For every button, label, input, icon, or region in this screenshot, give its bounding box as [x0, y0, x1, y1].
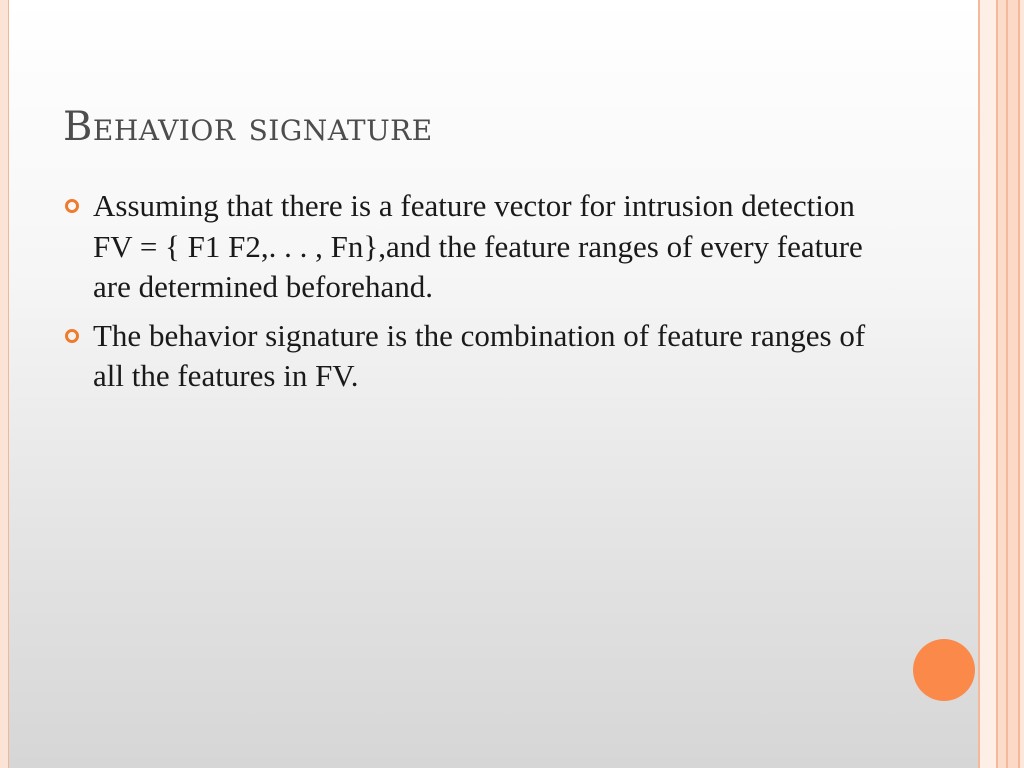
right-decorative-stripes	[978, 0, 1024, 768]
stripe-band	[998, 0, 1006, 768]
decorative-circle-icon	[913, 639, 975, 701]
bullet-text: The behavior signature is the combination of feature ranges of all the features in FV.	[93, 317, 866, 393]
stripe-band	[1008, 0, 1018, 768]
bullet-text: Assuming that there is a feature vector for intrusion detection FV = { F1 F2,. . . , Fn},and the feature ranges of every feature are determined beforehand.	[93, 188, 863, 304]
stripe-band	[1020, 0, 1024, 768]
slide-title: Behavior signature	[63, 104, 433, 150]
stripe-band	[980, 0, 996, 768]
bullet-item	[62, 186, 882, 308]
bullet-circle-icon	[65, 199, 79, 213]
bullet-item	[62, 316, 882, 397]
left-decorative-stripe	[0, 0, 9, 768]
bullet-circle-icon	[65, 329, 79, 343]
slide-body	[62, 186, 882, 405]
